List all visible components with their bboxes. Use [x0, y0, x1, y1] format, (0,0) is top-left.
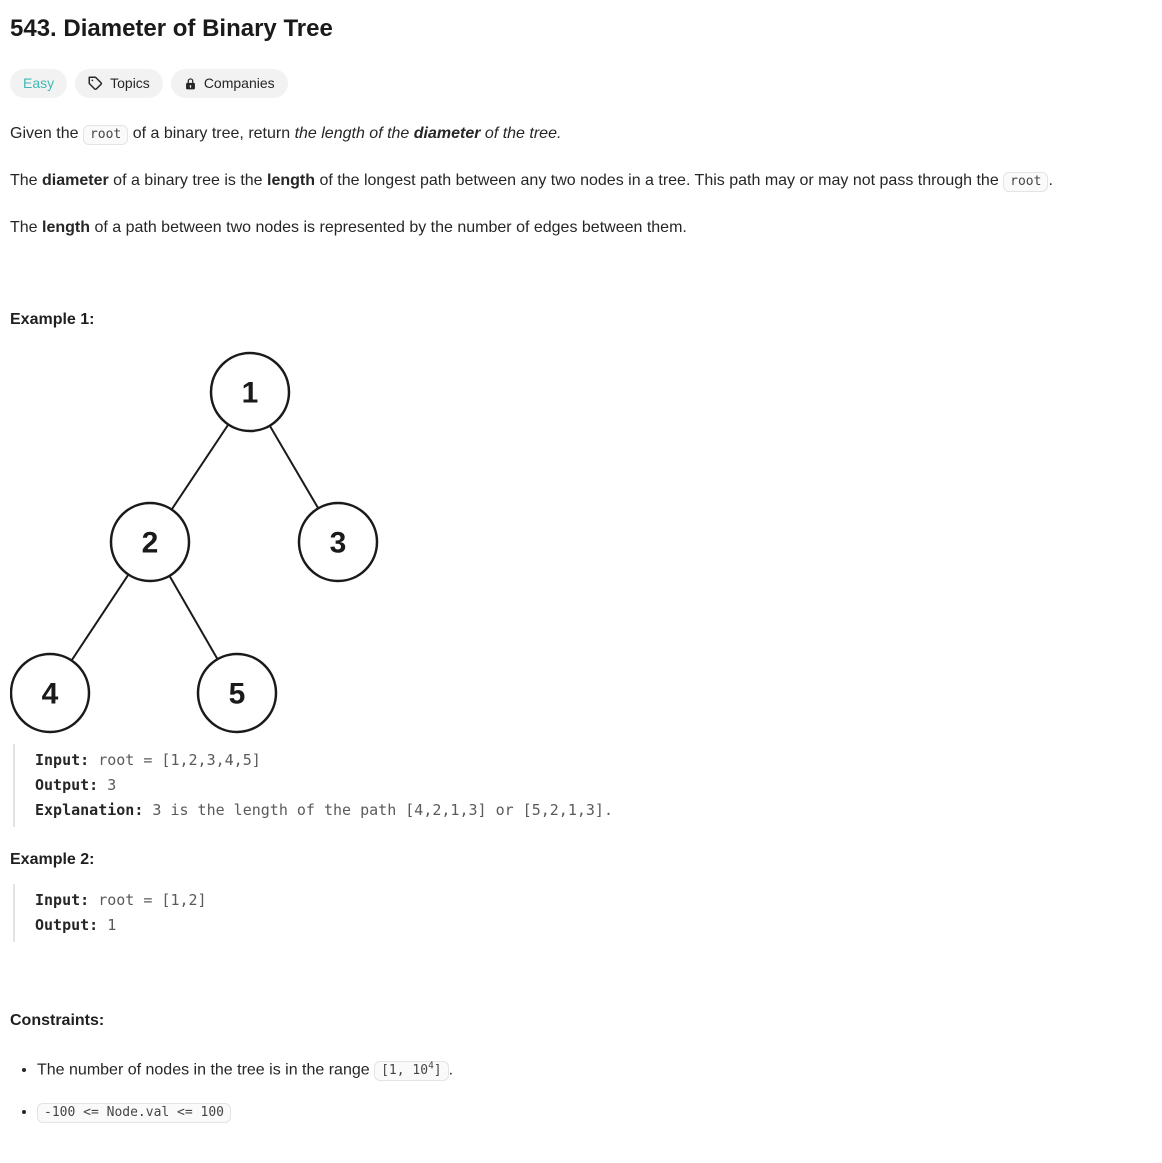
text-run: of a binary tree is the	[108, 172, 268, 189]
input-label: Input:	[35, 891, 90, 909]
code-text: [1, 10	[381, 1063, 429, 1079]
inline-code-root: root	[83, 125, 128, 145]
bold-run: length	[267, 172, 316, 189]
example-2-block	[13, 884, 1152, 942]
problem-title: 543. Diameter of Binary Tree	[10, 15, 333, 42]
text-run: The	[10, 172, 43, 189]
companies-label: Companies	[203, 75, 275, 91]
text-run: Given the	[10, 125, 83, 142]
topics-badge[interactable]	[75, 69, 163, 98]
tree-node-label: 1	[241, 376, 259, 410]
code-text: ]	[433, 1063, 442, 1079]
code-superscript: 4	[428, 1061, 434, 1072]
text-run: .	[1048, 172, 1053, 189]
text-run: of a binary tree, return	[128, 125, 295, 142]
constraint-item	[37, 1056, 1152, 1082]
constraint-item	[37, 1101, 1152, 1124]
lock-icon	[184, 77, 197, 91]
bold-run: diameter	[42, 172, 109, 189]
input-value: root = [1,2]	[89, 891, 207, 909]
text-run: The number of nodes in the tree is in the range	[37, 1061, 375, 1079]
example-1-heading: Example 1:	[10, 311, 95, 328]
text-run: of a path between two nodes is represented by the number of edges between them.	[90, 219, 687, 236]
constraints-list	[10, 1056, 1152, 1124]
tree-node-label: 5	[228, 677, 246, 711]
bold-italic-run: diameter	[413, 125, 481, 142]
problem-description-panel	[10, 14, 1152, 1124]
text-run: .	[448, 1061, 454, 1079]
output-label: Output:	[35, 916, 99, 934]
tree-node-label: 4	[41, 677, 59, 711]
description-paragraph-2	[10, 170, 1152, 192]
explanation-label: Explanation:	[35, 801, 144, 819]
description-paragraph-1	[10, 123, 1152, 145]
input-label: Input:	[35, 751, 90, 769]
inline-code-range	[374, 1061, 449, 1081]
tree-node-label: 3	[329, 526, 347, 560]
difficulty-badge[interactable]: Easy	[10, 69, 67, 98]
input-value: root = [1,2,3,4,5]	[89, 751, 261, 769]
italic-run	[414, 125, 481, 142]
companies-badge[interactable]	[171, 69, 288, 98]
output-label: Output:	[35, 776, 99, 794]
italic-run: of the tree.	[480, 125, 562, 142]
example-2-heading: Example 2:	[10, 851, 95, 868]
text-run: of the longest path between any two nodes in a tree. This path may or may not pass through the	[315, 172, 1004, 189]
inline-code-node-val: -100 <= Node.val <= 100	[37, 1103, 231, 1123]
text-run: The	[10, 219, 43, 236]
tag-icon	[88, 76, 103, 91]
badge-row	[10, 69, 1152, 98]
italic-run: the length of the	[294, 125, 414, 142]
explanation-value: 3 is the length of the path [4,2,1,3] or [5,2,1,3].	[143, 801, 613, 819]
inline-code-root: root	[1003, 172, 1048, 192]
tree-node-label: 2	[141, 526, 159, 560]
output-value: 1	[98, 916, 117, 934]
topics-label: Topics	[110, 75, 150, 91]
binary-tree-svg	[10, 350, 390, 735]
description-paragraph-3	[10, 217, 1152, 238]
example-1-block	[13, 744, 1152, 827]
output-value: 3	[98, 776, 117, 794]
constraints-heading: Constraints:	[10, 1012, 105, 1029]
bold-run: length	[42, 219, 91, 236]
